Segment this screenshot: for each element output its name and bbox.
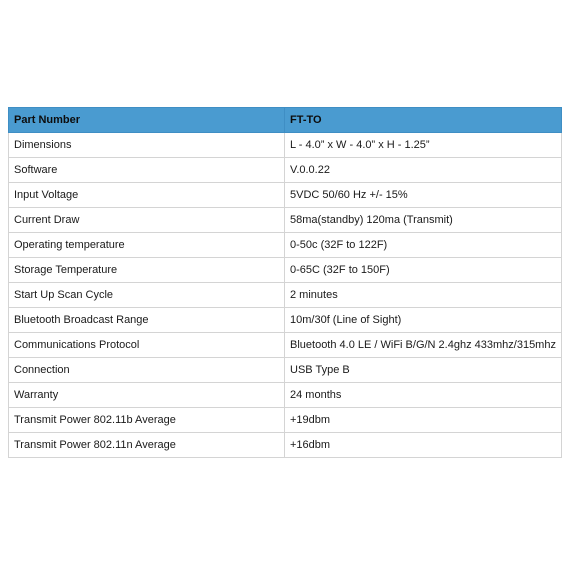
row-value: 10m/30f (Line of Sight) <box>285 308 562 333</box>
spec-table <box>8 107 562 458</box>
table-row <box>9 158 562 183</box>
table-row <box>9 408 562 433</box>
table-row <box>9 208 562 233</box>
row-label: Input Voltage <box>9 183 285 208</box>
row-value: V.0.0.22 <box>285 158 562 183</box>
row-label: Transmit Power 802.11n Average <box>9 433 285 458</box>
header-row <box>9 108 562 133</box>
row-label: Software <box>9 158 285 183</box>
row-label: Storage Temperature <box>9 258 285 283</box>
table-row <box>9 283 562 308</box>
row-value: 2 minutes <box>285 283 562 308</box>
row-label: Connection <box>9 358 285 383</box>
row-label: Bluetooth Broadcast Range <box>9 308 285 333</box>
row-value: Bluetooth 4.0 LE / WiFi B/G/N 2.4ghz 433mhz/315mhz <box>285 333 562 358</box>
row-value: 58ma(standby) 120ma (Transmit) <box>285 208 562 233</box>
table-row <box>9 383 562 408</box>
row-label: Current Draw <box>9 208 285 233</box>
row-value: 5VDC 50/60 Hz +/- 15% <box>285 183 562 208</box>
row-value: USB Type B <box>285 358 562 383</box>
header-label: Part Number <box>9 108 285 133</box>
row-value: 0-65C (32F to 150F) <box>285 258 562 283</box>
table-row <box>9 258 562 283</box>
table-row <box>9 433 562 458</box>
table-row <box>9 233 562 258</box>
table-row <box>9 183 562 208</box>
table-row <box>9 133 562 158</box>
spec-table-header <box>9 108 562 133</box>
table-row <box>9 358 562 383</box>
row-label: Dimensions <box>9 133 285 158</box>
row-label: Transmit Power 802.11b Average <box>9 408 285 433</box>
row-value: L - 4.0” x W - 4.0” x H - 1.25” <box>285 133 562 158</box>
row-label: Warranty <box>9 383 285 408</box>
table-row <box>9 333 562 358</box>
row-value: +19dbm <box>285 408 562 433</box>
spec-table-body <box>9 133 562 458</box>
row-label: Communications Protocol <box>9 333 285 358</box>
row-value: 24 months <box>285 383 562 408</box>
row-value: 0-50c (32F to 122F) <box>285 233 562 258</box>
table-row <box>9 308 562 333</box>
row-label: Operating temperature <box>9 233 285 258</box>
header-value: FT-TO <box>285 108 562 133</box>
row-value: +16dbm <box>285 433 562 458</box>
row-label: Start Up Scan Cycle <box>9 283 285 308</box>
